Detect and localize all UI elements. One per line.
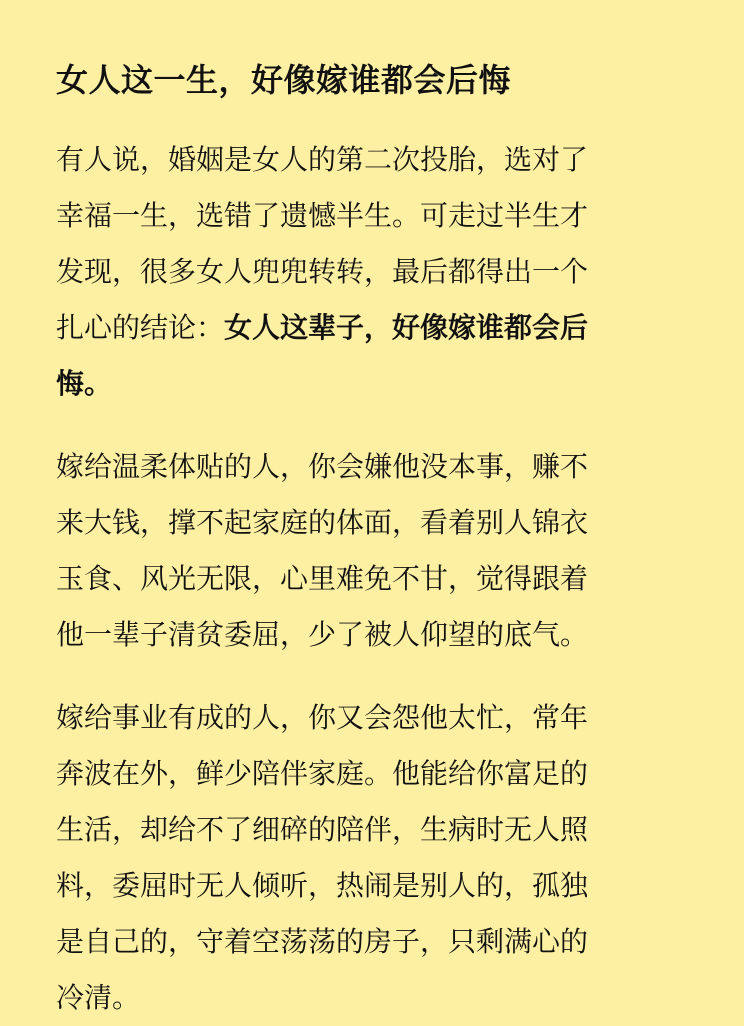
paragraph-1-line-5-emphasis: 悔。 <box>56 367 113 400</box>
paragraph-2 <box>56 439 688 663</box>
paragraph-1-line-1: 有人说，婚姻是女人的第二次投胎，选对了 <box>56 143 589 176</box>
paragraph-2-line-4: 他一辈子清贫委屈，少了被人仰望的底气。 <box>56 618 589 651</box>
paragraph-3-line-3: 生活，却给不了细碎的陪伴，生病时无人照 <box>56 813 589 846</box>
paragraph-3-line-4: 料，委屈时无人倾听，热闹是别人的，孤独 <box>56 869 589 902</box>
paragraph-1-line-3: 发现，很多女人兜兜转转，最后都得出一个 <box>56 255 589 288</box>
paragraph-2-line-2: 来大钱，撑不起家庭的体面，看着别人锦衣 <box>56 506 589 539</box>
paragraph-3 <box>56 690 688 1026</box>
paragraph-3-line-6: 冷清。 <box>56 981 141 1014</box>
paragraph-2-line-1: 嫁给温柔体贴的人，你会嫌他没本事，赚不 <box>56 450 589 483</box>
article-title: 女人这一生，好像嫁谁都会后悔 <box>56 61 512 99</box>
paragraph-1-line-4-normal: 扎心的结论： <box>56 311 225 344</box>
paragraph-3-line-5: 是自己的，守着空荡荡的房子，只剩满心的 <box>56 925 589 958</box>
paragraph-3-line-1: 嫁给事业有成的人，你又会怨他太忙，常年 <box>56 701 589 734</box>
paragraph-1-line-2: 幸福一生，选错了遗憾半生。可走过半生才 <box>56 199 589 232</box>
paragraph-3-line-2: 奔波在外，鲜少陪伴家庭。他能给你富足的 <box>56 757 589 790</box>
paragraph-2-line-3: 玉食、风光无限，心里难免不甘，觉得跟着 <box>56 562 589 595</box>
paragraph-1-emphasis: 女人这辈子，好像嫁谁都会后 <box>224 311 589 344</box>
paragraph-1-line-4 <box>56 300 688 356</box>
paragraph-1 <box>56 132 688 412</box>
